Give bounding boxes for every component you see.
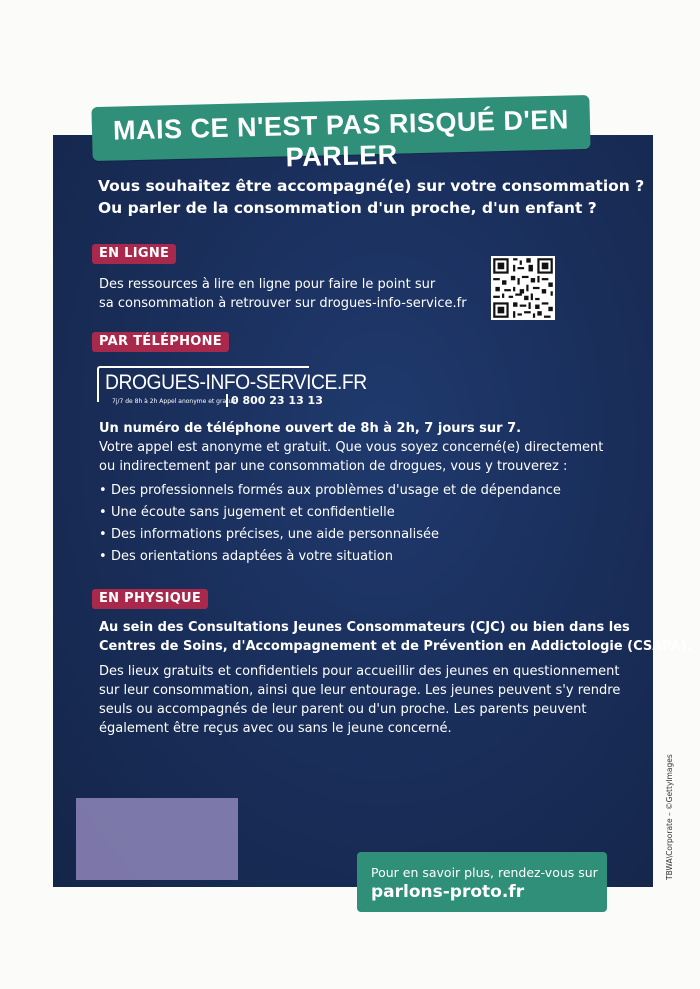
telephone-bullet-list	[99, 480, 561, 568]
physique-line-3: seuls ou accompagnés de leur parent ou d'un proche. Les parents peuvent	[99, 702, 587, 717]
physique-bold-text	[99, 618, 692, 656]
qr-code-graphic	[491, 256, 555, 320]
page-title: MAIS CE N'EST PAS RISQUÉ D'EN PARLER	[112, 104, 570, 173]
en-ligne-text	[99, 275, 467, 313]
telephone-text	[99, 419, 603, 476]
list-item: • Une écoute sans jugement et confidentielle	[99, 502, 561, 524]
physique-bold-line-2: Centres de Soins, d'Accompagnement et de Prévention en Addictologie (CSAPA).	[99, 639, 692, 654]
physique-line-2: sur leur consommation, ainsi que leur entourage. Les jeunes peuvent s'y rendre	[99, 683, 621, 698]
list-item: • Des informations précises, une aide personnalisée	[99, 524, 561, 546]
en-ligne-line-1: Des ressources à lire en ligne pour faire le point sur	[99, 277, 436, 292]
list-item: • Des professionnels formés aux problèmes d'usage et de dépendance	[99, 480, 561, 502]
tag-par-telephone: PAR TÉLÉPHONE	[92, 332, 229, 352]
physique-bold-line-1: Au sein des Consultations Jeunes Consommateurs (CJC) ou bien dans les	[99, 620, 630, 635]
bullet-icon: •	[99, 549, 107, 564]
physique-description	[99, 662, 620, 738]
cta-link[interactable]: parlons-proto.fr	[371, 882, 525, 902]
intro-line-1: Vous souhaitez être accompagné(e) sur votre consommation ?	[98, 177, 645, 195]
bullet-icon: •	[99, 483, 107, 498]
physique-line-4: également être reçus avec ou sans le jeune concerné.	[99, 721, 452, 736]
physique-line-1: Des lieux gratuits et confidentiels pour accueillir des jeunes en questionnement	[99, 664, 620, 679]
telephone-line-2: ou indirectement par une consommation de drogues, vous y trouverez :	[99, 459, 568, 474]
photo-credit: TBWA\Corporate – ©GettyImages	[665, 754, 674, 880]
cta-box[interactable]	[357, 852, 607, 912]
tag-en-ligne: EN LIGNE	[92, 244, 176, 264]
telephone-lead: Un numéro de téléphone ouvert de 8h à 2h, 7 jours sur 7.	[99, 421, 522, 436]
intro-question	[98, 175, 645, 219]
title-banner	[91, 95, 590, 173]
tag-en-physique: EN PHYSIQUE	[92, 589, 208, 609]
bullet-icon: •	[99, 527, 107, 542]
list-item: • Des orientations adaptées à votre situation	[99, 546, 561, 568]
cta-text: Pour en savoir plus, rendez-vous sur	[371, 865, 598, 880]
en-ligne-line-2: sa consommation à retrouver sur drogues-info-service.fr	[99, 296, 467, 311]
logo-name: DROGUES-INFO-SERVICE.FR	[105, 371, 367, 394]
redacted-area	[76, 798, 238, 880]
qr-code[interactable]	[491, 256, 555, 320]
bullet-icon: •	[99, 505, 107, 520]
telephone-line-1: Votre appel est anonyme et gratuit. Que vous soyez concerné(e) directement	[99, 440, 604, 455]
logo-phone-number[interactable]: 0 800 23 13 13	[226, 394, 323, 407]
logo-tagline: 7j/7 de 8h à 2h Appel anonyme et gratuit	[112, 398, 237, 405]
intro-line-2: Ou parler de la consommation d'un proche, d'un enfant ?	[98, 199, 597, 217]
